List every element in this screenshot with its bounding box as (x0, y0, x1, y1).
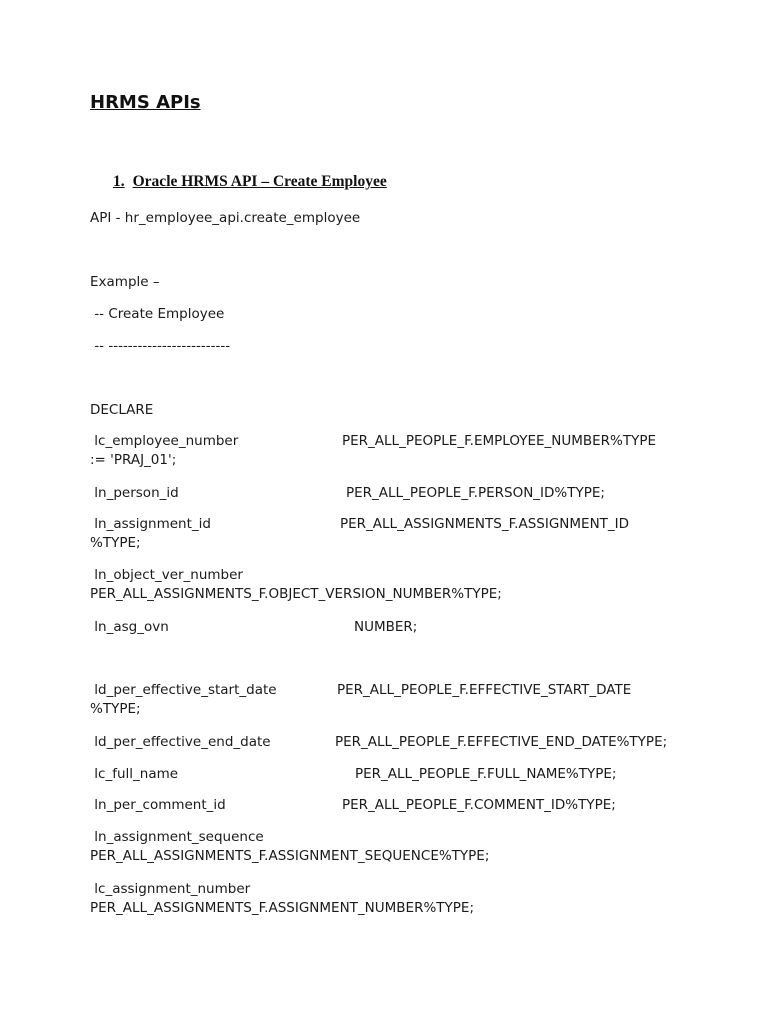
declaration-continuation: PER_ALL_ASSIGNMENTS_F.OBJECT_VERSION_NUMBER%TYPE; (90, 586, 502, 602)
declaration-continuation: PER_ALL_ASSIGNMENTS_F.ASSIGNMENT_SEQUENCE%TYPE; (90, 848, 490, 864)
comment-line: -- Create Employee (90, 306, 225, 322)
declaration-row (90, 484, 710, 502)
declaration-row (90, 681, 710, 719)
declaration-continuation: %TYPE; (90, 701, 141, 717)
variable-type: PER_ALL_PEOPLE_F.EFFECTIVE_END_DATE%TYPE; (335, 734, 668, 750)
variable-type: PER_ALL_ASSIGNMENTS_F.ASSIGNMENT_ID (340, 516, 630, 532)
declaration-continuation: := 'PRAJ_01'; (90, 452, 177, 468)
variable-name: ln_person_id (90, 485, 179, 501)
variable-name: ln_asg_ovn (90, 619, 169, 635)
variable-name: ln_per_comment_id (90, 797, 226, 813)
section-heading (113, 173, 387, 191)
section-number: 1. (113, 173, 125, 190)
declaration-continuation: PER_ALL_ASSIGNMENTS_F.ASSIGNMENT_NUMBER%TYPE; (90, 900, 474, 916)
example-label: Example – (90, 274, 160, 290)
declaration-row (90, 880, 710, 918)
variable-name: ln_assignment_sequence (90, 829, 264, 845)
variable-type: PER_ALL_PEOPLE_F.PERSON_ID%TYPE; (346, 485, 605, 501)
declaration-row (90, 566, 710, 604)
document-title: HRMS APIs (90, 92, 201, 113)
api-line: API - hr_employee_api.create_employee (90, 210, 361, 226)
declaration-row (90, 796, 710, 814)
variable-type: PER_ALL_PEOPLE_F.FULL_NAME%TYPE; (355, 766, 617, 782)
variable-type: PER_ALL_PEOPLE_F.EMPLOYEE_NUMBER%TYPE (342, 433, 657, 449)
declare-keyword: DECLARE (90, 402, 154, 418)
variable-name: lc_assignment_number (90, 881, 251, 897)
variable-name: ln_object_ver_number (90, 567, 243, 583)
comment-divider: -- ------------------------- (90, 338, 231, 354)
section-title: Oracle HRMS API – Create Employee (132, 173, 387, 190)
declaration-row (90, 618, 710, 636)
declaration-row (90, 828, 710, 866)
declaration-row (90, 765, 710, 783)
variable-name: ln_assignment_id (90, 516, 211, 532)
variable-type: PER_ALL_PEOPLE_F.EFFECTIVE_START_DATE (337, 682, 632, 698)
variable-type: NUMBER; (354, 619, 418, 635)
variable-name: lc_employee_number (90, 433, 239, 449)
declaration-continuation: %TYPE; (90, 535, 141, 551)
declaration-row (90, 733, 710, 751)
variable-type: PER_ALL_PEOPLE_F.COMMENT_ID%TYPE; (342, 797, 616, 813)
variable-name: ld_per_effective_end_date (90, 734, 271, 750)
variable-name: lc_full_name (90, 766, 179, 782)
variable-name: ld_per_effective_start_date (90, 682, 277, 698)
declaration-row (90, 432, 710, 470)
declaration-row (90, 515, 710, 553)
